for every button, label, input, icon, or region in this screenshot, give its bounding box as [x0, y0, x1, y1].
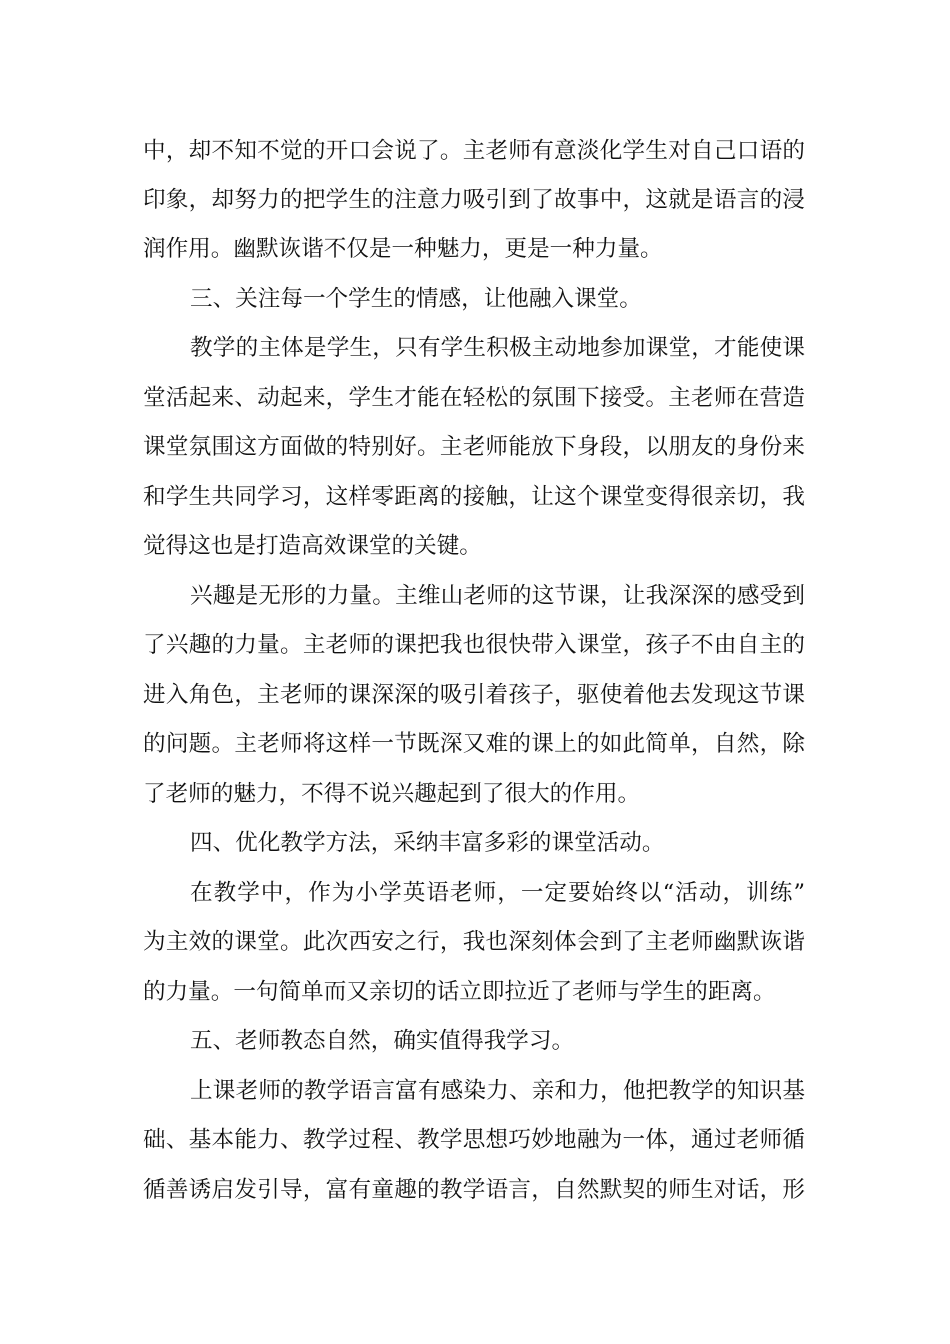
section-heading: 三、关注每一个学生的情感，让他融入课堂。	[190, 286, 642, 312]
paragraph-line: 的问题。主老师将这样一节既深又难的课上的如此简单，自然，除	[143, 731, 805, 757]
paragraph-line: 了兴趣的力量。主老师的课把我也很快带入课堂，孩子不由自主的	[143, 632, 805, 658]
paragraph-line: 循善诱启发引导，富有童趣的教学语言，自然默契的师生对话，形	[143, 1177, 805, 1203]
paragraph-line: 和学生共同学习，这样零距离的接触，让这个课堂变得很亲切，我	[143, 484, 805, 510]
section-heading: 四、优化教学方法，采纳丰富多彩的课堂活动。	[190, 830, 665, 856]
paragraph-line: 教学的主体是学生，只有学生积极主动地参加课堂，才能使课	[190, 335, 805, 361]
paragraph-line: 的力量。一句简单而又亲切的话立即拉近了老师与学生的距离。	[143, 979, 776, 1005]
paragraph-line: 润作用。幽默诙谐不仅是一种魅力，更是一种力量。	[143, 236, 663, 262]
paragraph-line: 在教学中，作为小学英语老师，一定要始终以“活动，训练”	[190, 880, 805, 906]
paragraph-line: 印象，却努力的把学生的注意力吸引到了故事中，这就是语言的浸	[143, 187, 805, 213]
section-heading: 五、老师教态自然，确实值得我学习。	[190, 1028, 575, 1054]
paragraph-line: 础、基本能力、教学过程、教学思想巧妙地融为一体，通过老师循	[143, 1127, 805, 1153]
paragraph-line: 中，却不知不觉的开口会说了。主老师有意淡化学生对自己口语的	[143, 138, 805, 164]
paragraph-line: 了老师的魅力，不得不说兴趣起到了很大的作用。	[143, 781, 641, 807]
paragraph-line: 觉得这也是打造高效课堂的关键。	[143, 533, 482, 559]
paragraph-line: 兴趣是无形的力量。主维山老师的这节课，让我深深的感受到	[190, 583, 805, 609]
paragraph-line: 为主效的课堂。此次西安之行，我也深刻体会到了主老师幽默诙谐	[143, 929, 805, 955]
paragraph-line: 上课老师的教学语言富有感染力、亲和力，他把教学的知识基	[190, 1078, 805, 1104]
paragraph-line: 堂活起来、动起来，学生才能在轻松的氛围下接受。主老师在营造	[143, 385, 805, 411]
paragraph-line: 课堂氛围这方面做的特别好。主老师能放下身段，以朋友的身份来	[143, 434, 805, 460]
paragraph-line: 进入角色，主老师的课深深的吸引着孩子，驱使着他去发现这节课	[143, 682, 805, 708]
